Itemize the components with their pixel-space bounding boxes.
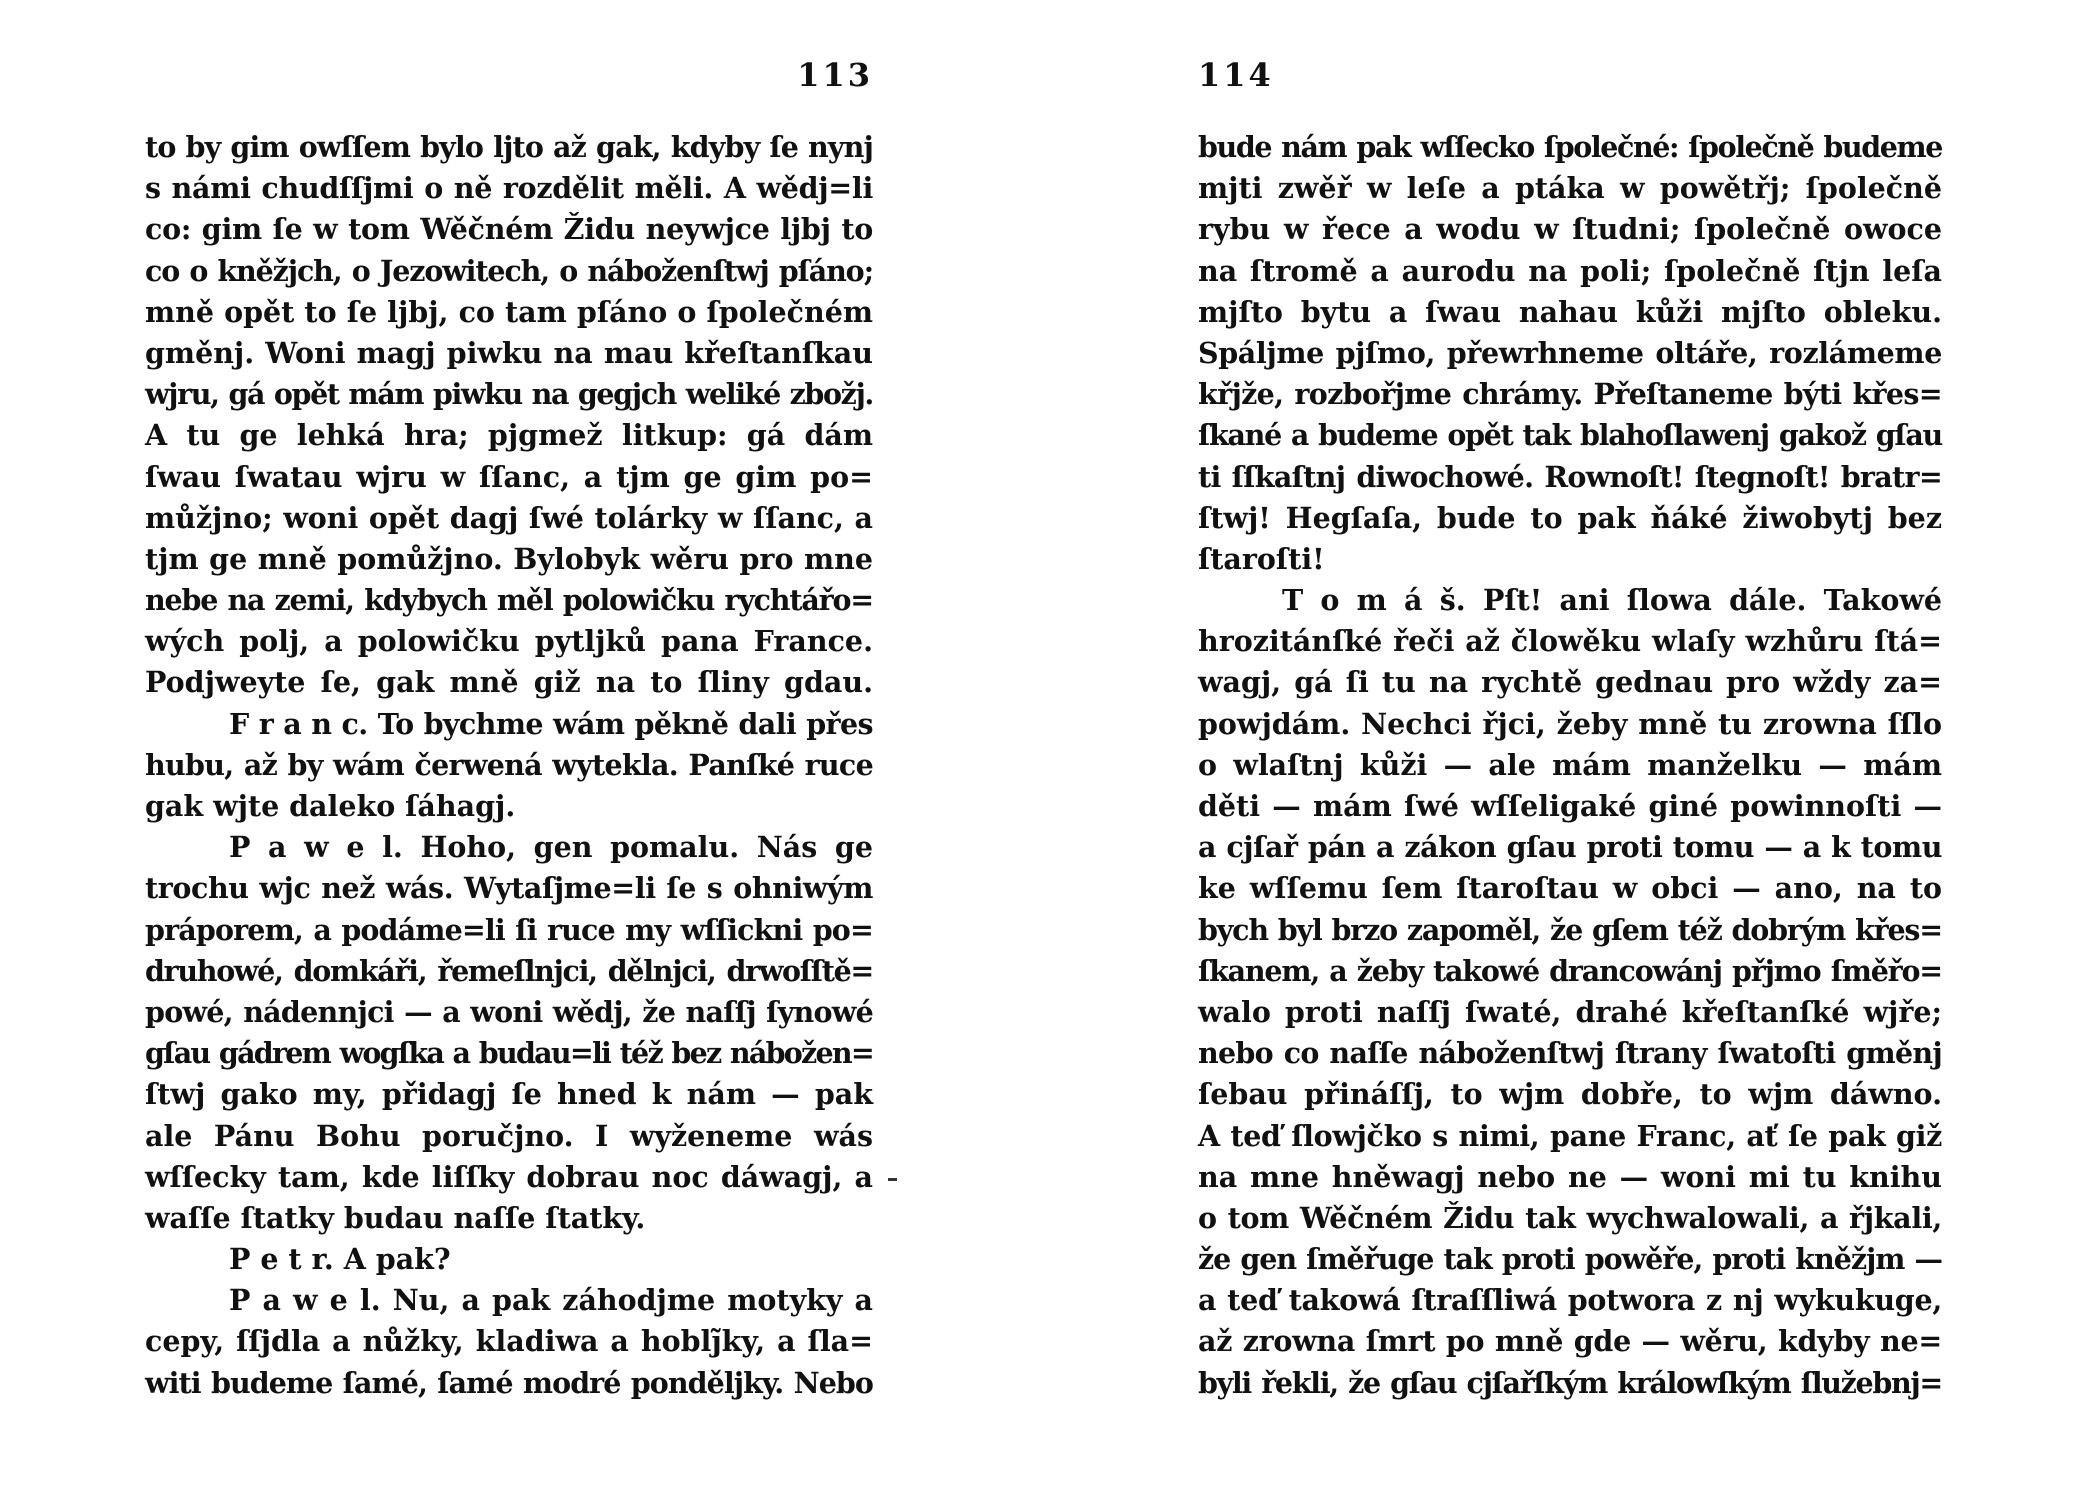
text-line: tjm ge mně pomůžjno. Bylobyk wěru pro mne [145, 541, 873, 576]
text-line: práporem, a podáme=li ſi ruce my wſſickni po= [145, 912, 873, 947]
text-line: walo proti naſſj ſwaté, drahé křeſtanſké wjře; [1198, 994, 1942, 1029]
text-line: ſwau ſwatau wjru w ſſanc, a tjm ge gim po= [145, 459, 873, 494]
text-line: o tom Wěčném Židu tak wychwalowali, a řjkali, [1198, 1200, 1942, 1235]
text-line: co o kněžjch, o Jezowitech, o náboženſtwj pſáno; [145, 253, 873, 288]
text-line: co: gim ſe w tom Wěčném Židu neywjce ljbj to [145, 212, 873, 247]
text-line: ſebau přináſſj, to wjm dobře, to wjm dáwno. [1198, 1077, 1942, 1112]
text-line: nebe na zemi, kdybych měl polowičku rychtářo= [145, 583, 873, 618]
text-line: můžjno; woni opět dagj ſwé tolárky w ſſanc, a [145, 500, 873, 535]
text-line: děti — mám ſwé wſſeligaké giné powinnoſti — [1198, 789, 1942, 823]
text-line: až zrowna ſmrt po mně gde — wěru, kdyby ne= [1198, 1324, 1942, 1359]
print-speck [888, 1178, 897, 1181]
text-line: P e t r. A pak? [229, 1242, 451, 1277]
text-line: ſtwj gako my, přidagj ſe hned k nám — pak [145, 1077, 873, 1112]
text-line: gak wjte daleko ſáhagj. [145, 789, 516, 823]
text-line: a cjſař pán a zákon gſau proti tomu — a k tomu [1198, 830, 1942, 865]
text-line: waſſe ſtatky budau naſſe ſtatky. [145, 1200, 646, 1235]
text-line: wjru, gá opět mám piwku na gegjch weliké zbožj. [145, 377, 873, 412]
right-page [1198, 0, 1942, 1500]
text-line: hubu, až by wám čerwená wytekla. Panſké ruce [145, 747, 873, 782]
text-line: ſtaroſti! [1198, 541, 1325, 576]
page-number: 113 [797, 56, 873, 94]
text-line: gſau gádrem wogſka a budau=li též bez nábožen= [145, 1036, 873, 1071]
text-line: A teď ſlowjčko s nimi, pane Franc, ať ſe pak giž [1198, 1118, 1942, 1153]
text-line: ſtwj! Hegſaſa, bude to pak ňáké žiwobytj bez [1198, 500, 1942, 535]
text-line: bych byl brzo zapoměl, že gſem též dobrým křes= [1198, 912, 1942, 947]
text-line: byli řekli, že gſau cjſařſkým králowſkým ſlužebnj= [1198, 1365, 1942, 1400]
text-line: na ſtromě a aurodu na poli; ſpolečně ſtjn leſa [1198, 253, 1942, 288]
text-line: witi budeme ſamé, ſamé modré ponděljky. Nebo [145, 1365, 873, 1400]
page-body-text [1198, 127, 1942, 1404]
text-line: ale Pánu Bohu poručjno. I wyženeme wás [145, 1118, 873, 1153]
text-line: hrozitánſké řeči až člowěku wlaſy wzhůru ſtá= [1198, 624, 1942, 659]
page-body-text [145, 127, 873, 1404]
text-line: wých polj, a polowičku pytljků pana France. [145, 624, 873, 659]
text-line: a teď takowá ſtraſſliwá potwora z nj wykukuge, [1198, 1283, 1942, 1318]
text-line: Podjweyte ſe, gak mně giž na to ſliny gdau. [145, 665, 873, 700]
text-line: F r a n c. To bychme wám pěkně dali přes [229, 706, 873, 741]
text-line: ti ſſkaſtnj diwochowé. Rownoſt! ſtegnoſt! bratr= [1198, 459, 1942, 494]
text-line: že gen ſměřuge tak proti powěře, proti kněžjm — [1198, 1242, 1942, 1277]
text-line: powé, nádennjci — a woni wědj, že naſſj ſynowé [145, 994, 873, 1029]
text-line: s námi chudſſjmi o ně rozdělit měli. A wědj=li [145, 171, 873, 206]
text-line: powjdám. Nechci řjci, žeby mně tu zrowna ſſlo [1198, 706, 1942, 741]
text-line: ſkané a budeme opět tak blahoſlawenj gakož gſau [1198, 418, 1942, 453]
text-line: mjſto bytu a ſwau nahau kůži mjſto obleku. [1198, 294, 1942, 329]
text-line: nebo co naſſe náboženſtwj ſtrany ſwatoſti gměnj [1198, 1036, 1942, 1071]
text-line: P a w e l. Hoho, gen pomalu. Nás ge [229, 830, 873, 865]
text-line: T o m á š. Pſt! ani ſlowa dále. Takowé [1282, 583, 1942, 618]
text-line: bude nám pak wſſecko ſpolečné: ſpolečně budeme [1198, 130, 1942, 164]
text-line: na mne hněwagj nebo ne — woni mi tu knihu [1198, 1159, 1942, 1194]
left-page [145, 0, 873, 1500]
text-line: rybu w řece a wodu w ſtudni; ſpolečně owoce [1198, 212, 1942, 247]
text-line: wſſecky tam, kde liſſky dobrau noc dáwagj, a [145, 1159, 873, 1194]
text-line: trochu wjc než wás. Wytaſjme=li ſe s ohniwým [145, 871, 873, 906]
text-line: cepy, ſſjdla a nůžky, kladiwa a hoblj̃ky, a ſla= [145, 1324, 873, 1359]
text-line: mjti zwěř w leſe a ptáka w powětřj; ſpolečně [1198, 171, 1942, 206]
text-line: wagj, gá ſi tu na rychtě gednau pro wždy za= [1198, 665, 1942, 700]
page-number: 114 [1198, 56, 1274, 94]
text-line: ſkanem, a žeby takowé drancowánj přjmo ſměřo= [1198, 953, 1942, 988]
text-line: P a w e l. Nu, a pak záhodjme motyky a [229, 1283, 873, 1318]
text-line: ke wſſemu ſem ſtaroſtau w obci — ano, na to [1198, 871, 1942, 906]
text-line: to by gim owſſem bylo ljto až gak, kdyby ſe nynj [145, 130, 873, 164]
text-line: A tu ge lehká hra; pjgmež litkup: gá dám [145, 418, 873, 453]
text-line: křjže, rozbořjme chrámy. Přeſtaneme býti křes= [1198, 377, 1942, 412]
text-line: druhowé, domkáři, řemeſlnjci, dělnjci, drwoſſtě= [145, 953, 873, 988]
text-line: Spáljme pjſmo, přewrhneme oltáře, rozlámeme [1198, 335, 1942, 370]
text-line: gměnj. Woni magj piwku na mau křeſtanſkau [145, 335, 873, 370]
text-line: mně opět to ſe ljbj, co tam pſáno o ſpolečném [145, 294, 873, 329]
text-line: o wlaſtnj kůži — ale mám manželku — mám [1198, 747, 1942, 782]
